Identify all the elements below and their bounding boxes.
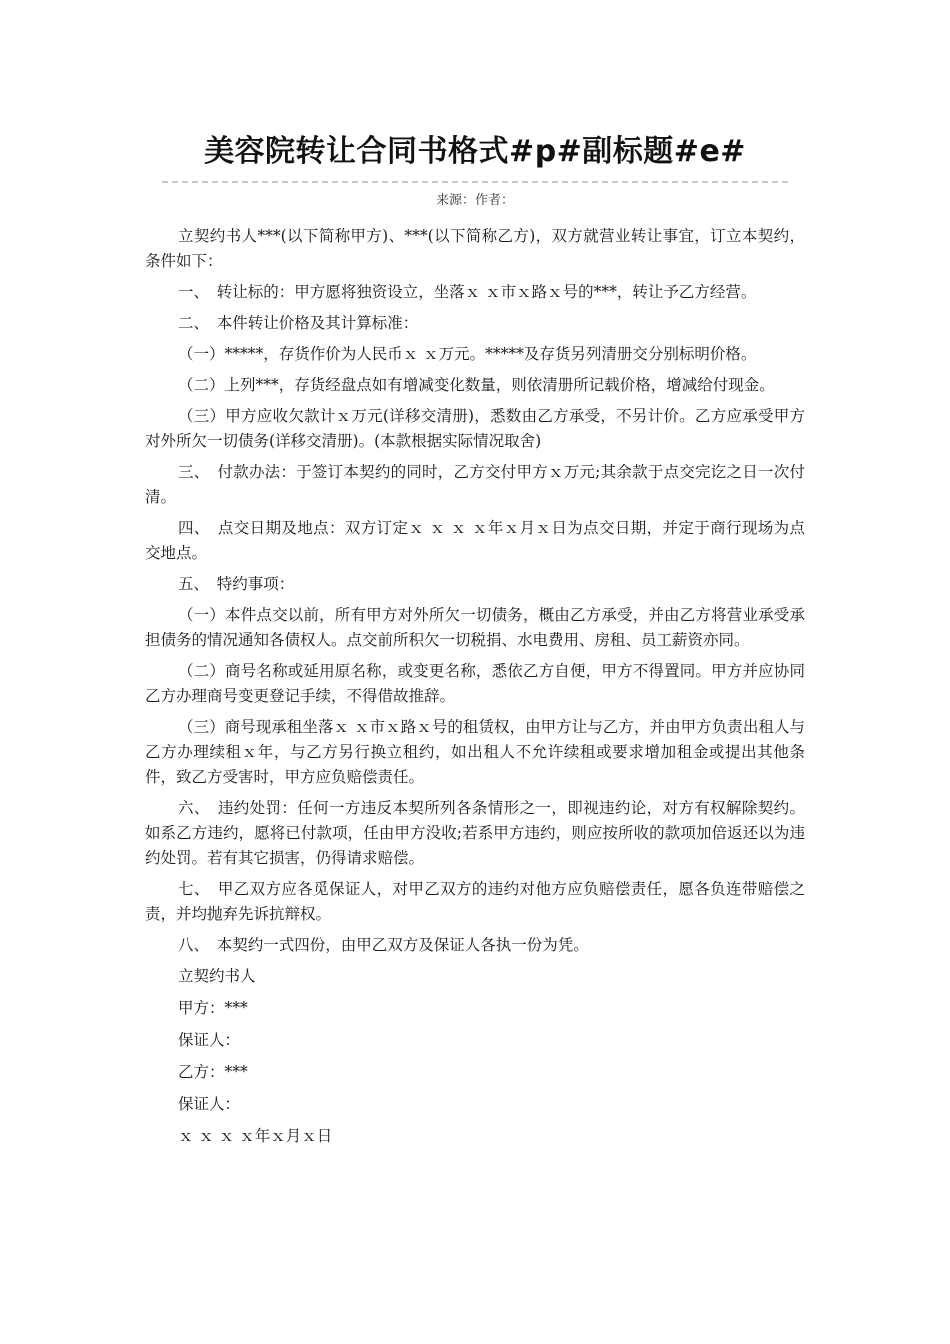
paragraph: （二）商号名称或延用原名称，或变更名称，悉依乙方自便，甲方不得置同。甲方并应协同乙方办理商号变更登记手续，不得借故推辞。 [145, 662, 805, 705]
title-divider [162, 181, 788, 183]
document-body [145, 224, 805, 1156]
paragraph: 三、 付款办法：于签订本契约的同时，乙方交付甲方ｘ万元;其余款于点交完讫之日一次付清。 [145, 463, 805, 506]
paragraph: 二、 本件转让价格及其计算标准： [178, 314, 419, 332]
paragraph: （三）商号现承租坐落ｘ ｘ市ｘ路ｘ号的租赁权，由甲方让与乙方，并由甲方负责出租人与乙方办理续租ｘ年，与乙方另行换立租约，如出租人不允许续租或要求增加租金或提出其他条件，致乙方受害时，甲方应负赔偿责任。 [145, 718, 805, 786]
party-a-line: 甲方：*** [178, 999, 248, 1017]
paragraph: 立契约书人***(以下简称甲方)、***(以下简称乙方)，双方就营业转让事宜，订立本契约，条件如下： [145, 227, 805, 270]
party-b-line: 乙方：*** [178, 1063, 248, 1081]
guarantor-a-line: 保证人： [178, 1031, 241, 1049]
document-title: 美容院转让合同书格式#p#副标题#e# [204, 134, 746, 169]
paragraph: 四、 点交日期及地点：双方订定ｘ ｘ ｘ ｘ年ｘ月ｘ日为点交日期，并定于商行现场为点交地点。 [145, 519, 805, 562]
paragraph: （三）甲方应收欠款计ｘ万元(详移交清册)，悉数由乙方承受，不另计价。乙方应承受甲方对外所欠一切债务(详移交清册)。(本款根据实际情况取舍) [145, 407, 805, 450]
paragraph: 七、 甲乙双方应各觅保证人，对甲乙双方的违约对他方应负赔偿责任，愿各负连带赔偿之责，并均抛弃先诉抗辩权。 [145, 880, 805, 923]
paragraph: （一）*****，存货作价为人民币ｘ ｘ万元。*****及存货另列清册交分别标明价格。 [178, 345, 757, 363]
source-author-line: 来源：作者： [435, 193, 514, 208]
paragraph: 八、 本契约一式四份，由甲乙双方及保证人各执一份为凭。 [178, 936, 589, 954]
signature-heading: 立契约书人 [178, 967, 256, 985]
paragraph: （一）本件点交以前，所有甲方对外所欠一切债务，概由乙方承受，并由乙方将营业承受承担债务的情况通知各债权人。点交前所积欠一切税捐、水电费用、房租、员工薪资亦同。 [145, 606, 805, 649]
paragraph: 一、 转让标的：甲方愿将独资设立，坐落ｘ ｘ市ｘ路ｘ号的***，转让予乙方经营。 [178, 283, 757, 301]
paragraph: （二）上列***，存货经盘点如有增减变化数量，则依清册所记载价格，增减给付现金。 [178, 376, 775, 394]
date-line: ｘ ｘ ｘ ｘ年ｘ月ｘ日 [178, 1127, 333, 1145]
paragraph: 六、 违约处罚：任何一方违反本契所列各条情形之一，即视违约论，对方有权解除契约。如系乙方违约，愿将已付款项，任由甲方没收;若系甲方违约，则应按所收的款项加倍返还以为违约处罚。若有其它损害，仍得请求赔偿。 [145, 799, 805, 867]
guarantor-b-line: 保证人： [178, 1095, 241, 1113]
paragraph: 五、 特约事项： [178, 575, 295, 593]
